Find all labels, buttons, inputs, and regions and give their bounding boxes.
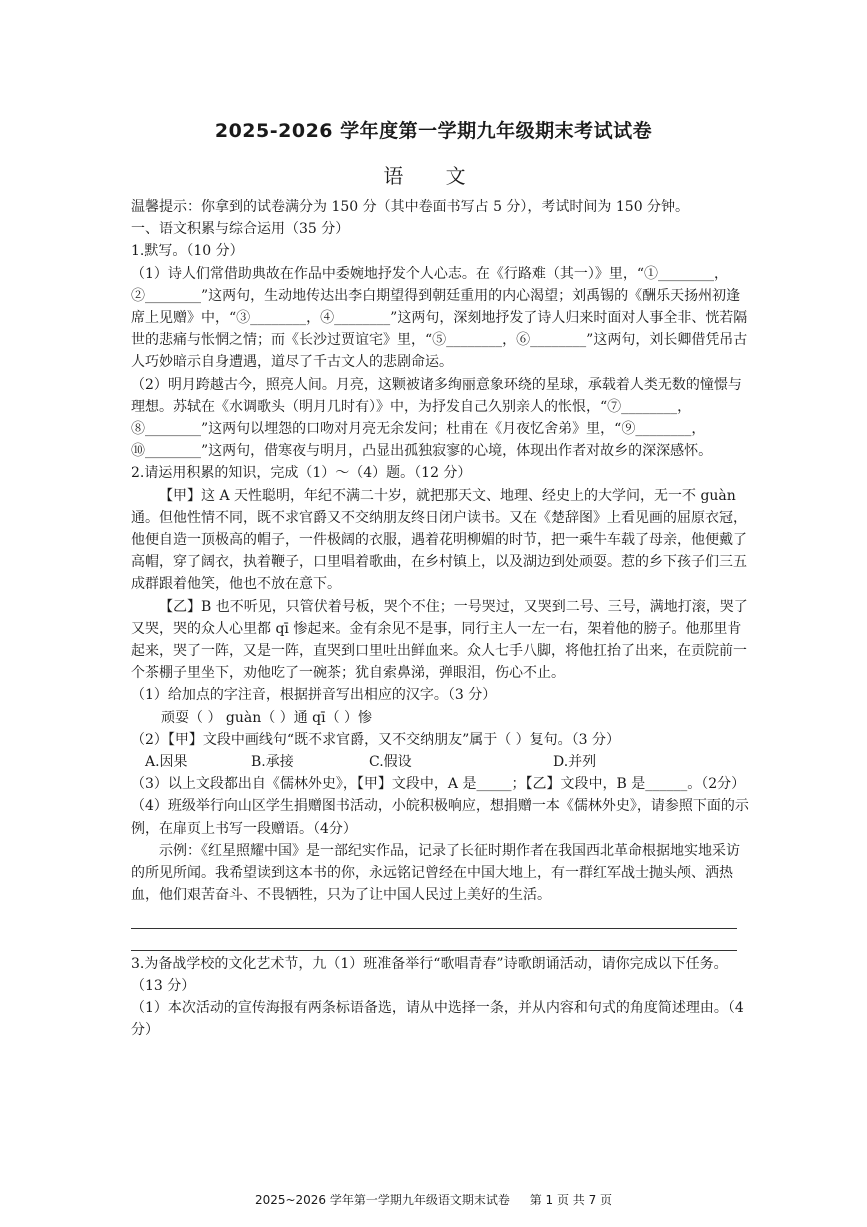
q1-sub1: （1）诗人们常借助典故在作品中委婉地抒发个人心志。在《行路难（其一）》里，“①________，②________”这两句，生动地传达出李白期望得到朝廷重用的内心渴望；刘禹锡的《酬乐天扬州初逢席上见赠》中，“③________，④________”这两句，深刻地抒发了诗人归来时面对人事全非、恍若隔世的悲痛与怅惘之情；而《长沙过贾谊宅》里，“⑤________，⑥________”这两句，刘长卿借凭吊古人巧妙暗示自身遭遇，道尽了千古文人的悲剧命运。 [131, 265, 748, 371]
exam-body [131, 196, 751, 1041]
q2-sub1: （1）给加点的字注音，根据拼音写出相应的汉字。（3 分） [131, 687, 497, 704]
footer-exam-name: 2025~2026 学年第一学期九年级语文期末试卷 [254, 1193, 510, 1207]
q2-options [131, 751, 751, 773]
subject-title: 语 文 [383, 164, 484, 188]
option-a[interactable]: A.因果 [145, 754, 188, 771]
option-b[interactable]: B.承接 [251, 754, 294, 771]
exam-title: 2025-2026 学年度第一学期九年级期末考试试卷 [214, 120, 653, 142]
option-c[interactable]: C.假设 [369, 754, 412, 771]
q2-sub3-4: （3）以上文段都出自《儒林外史》，【甲】文段中，A 是_____；【乙】文段中，B 是______。（2分）（4）班级举行向山区学生捐赠图书活动，小皖积极响应，想捐赠一本《儒林外史》，请参照下面的示例，在扉页上书写一段赠语。（4分） [131, 776, 749, 837]
example-text: 示例：《红星照耀中国》是一部纪实作品，记录了长征时期作者在我国西北革命根据地实地采访的所见所闻。我希望读到这本书的你，永远铭记曾经在中国大地上，有一群红军战士抛头颅、洒热血，他们艰苦奋斗、不畏牺牲，只为了让中国人民过上美好的生活。 [131, 842, 740, 904]
answer-line-2[interactable] [131, 929, 737, 951]
q2-sub1-blanks[interactable]: 顽耍（ ） guàn（ ）通 qī（ ）惨 [161, 709, 373, 726]
page-footer [0, 1191, 867, 1208]
passage-yi: 【乙】B 也不听见，只管伏着号板，哭个不住；一号哭过，又哭到二号、三号，满地打滚，哭了又哭，哭的众人心里都 qī 惨起来。金有余见不是事，同行主人一左一右，架着他的膀子。他那里肯起来，哭了一阵，又是一阵，直哭到口里吐出鲜血来。众人七手八脚，将他扛抬了出来，在贡院前一个茶棚子里坐下，劝他吃了一碗茶；犹自索鼻涕，弹眼泪，伤心不止。 [131, 598, 748, 682]
q1-heading: 1.默写。（10 分） [131, 243, 244, 260]
part-one-heading: 一、语文积累与综合运用（35 分） [131, 221, 350, 238]
q2-sub2: （2）【甲】文段中画线句“既不求官爵，又不交纳朋友”属于（ ）复句。（3 分） [131, 731, 621, 748]
q2-heading: 2.请运用积累的知识，完成（1）～（4）题。（12 分） [131, 465, 472, 482]
option-d[interactable]: D.并列 [553, 754, 597, 771]
q3-heading: 3.为备战学校的文化艺术节，九（1）班准备举行“歌唱青春”诗歌朗诵活动，请你完成以下任务。（13 分） [131, 955, 728, 994]
answer-line-1[interactable] [131, 907, 737, 929]
q3-sub1: （1）本次活动的宣传海报有两条标语备选，请从中选择一条，并从内容和句式的角度简述理由。（4 分） [131, 999, 744, 1039]
warm-tip: 温馨提示：你拿到的试卷满分为 150 分（其中卷面书写占 5 分），考试时间为 150 分钟。 [131, 199, 690, 215]
footer-page-number: 第 1 页 共 7 页 [529, 1193, 613, 1207]
passage-jia: 【甲】这 A 天性聪明，年纪不满二十岁，就把那天文、地理、经史上的大学问，无一不 guàn 通。但他性情不同，既不求官爵又不交纳朋友终日闭户读书。又在《楚辞图》上看见画的屈原衣冠，他便自造一顶极高的帽子，一件极阔的衣服，遇着花明柳媚的时节，把一乘牛车载了母亲，他便戴了高帽，穿了阔衣，执着鞭子，口里唱着歌曲，在乡村镇上，以及湖边到处顽耍。惹的乡下孩子们三五成群跟着他笑，他也不放在意下。 [131, 487, 747, 593]
q1-sub2: （2）明月跨越古今，照亮人间。月亮，这颗被诸多绚丽意象环绕的星球，承载着人类无数的憧憬与理想。苏轼在《水调歌头（明月几时有）》中，为抒发自己久别亲人的怅恨，“⑦________，⑧________”这两句以埋怨的口吻对月亮无余发问；杜甫在《月夜忆舍弟》里，“⑨________，⑩________”这两句，借寒夜与明月，凸显出孤独寂寥的心境，体现出作者对故乡的深深感怀。 [131, 376, 742, 460]
